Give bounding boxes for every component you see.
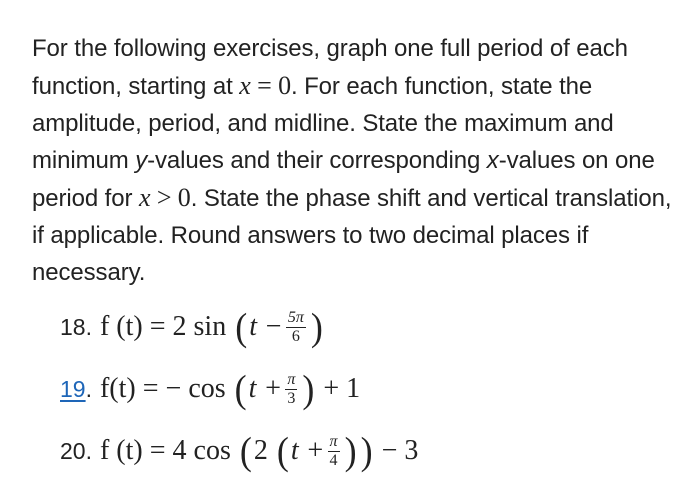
instructions-text-4: -values on one period for [32, 147, 655, 212]
exercise-18-formula [100, 306, 325, 348]
instructions-text-2: . For each function, state the amplitude, period, and midline. State the maximum and minimum [32, 73, 614, 174]
formula-lhs: f (t) = 4 cos [99, 435, 231, 466]
formula-inner: t − [249, 311, 283, 342]
instructions-text-3: -values and their corresponding [147, 147, 487, 174]
close-paren-outer: ) [360, 429, 373, 473]
x-variable: x [486, 147, 499, 174]
exercise-20 [60, 430, 418, 472]
exercise-number: 18. [60, 313, 92, 340]
instructions-paragraph [32, 30, 682, 291]
formula-coefficient: 2 [253, 435, 268, 466]
fraction: $\frac{5\pi}{6}$ [287, 308, 304, 345]
formula-tail: − 3 [381, 435, 419, 466]
formula-inner: t + [248, 373, 283, 404]
formula-tail: + 1 [323, 373, 361, 404]
open-paren-outer: ( [239, 429, 252, 473]
fraction: $\frac{\pi}{3}$ [287, 370, 296, 407]
close-paren: ) [310, 305, 323, 349]
open-paren: ( [234, 367, 247, 411]
formula-inner: t + [290, 435, 325, 466]
y-variable: y [135, 147, 148, 174]
formula-lhs: f (t) = 2 sin [99, 311, 227, 342]
instructions-text-1: For the following exercises, graph one full period of each function, starting at [32, 35, 628, 100]
math-x-equals-zero: x = 0 [239, 71, 291, 100]
formula-lhs: f(t) = − cos [99, 373, 226, 404]
close-paren: ) [302, 367, 315, 411]
open-paren: ( [235, 305, 248, 349]
exercise-19-formula [100, 368, 360, 410]
exercise-20-formula [100, 430, 418, 472]
fraction: $\frac{\pi}{4}$ [329, 432, 338, 469]
exercise-number: 20. [60, 437, 92, 464]
exercise-19: 19. f(t) = − cos ( t + $\frac{\pi}{3}$ ) + 1 [60, 367, 361, 411]
close-paren-inner: ) [344, 429, 357, 473]
exercise-18 [60, 306, 325, 348]
math-x-greater-zero: x > 0 [138, 183, 191, 212]
open-paren-inner: ( [276, 429, 289, 473]
instructions-text-5: . State the phase shift and vertical translation, if applicable. Round answers to two decimal places if necessary. [32, 185, 672, 286]
exercise-19-link[interactable]: 19 [60, 375, 86, 402]
